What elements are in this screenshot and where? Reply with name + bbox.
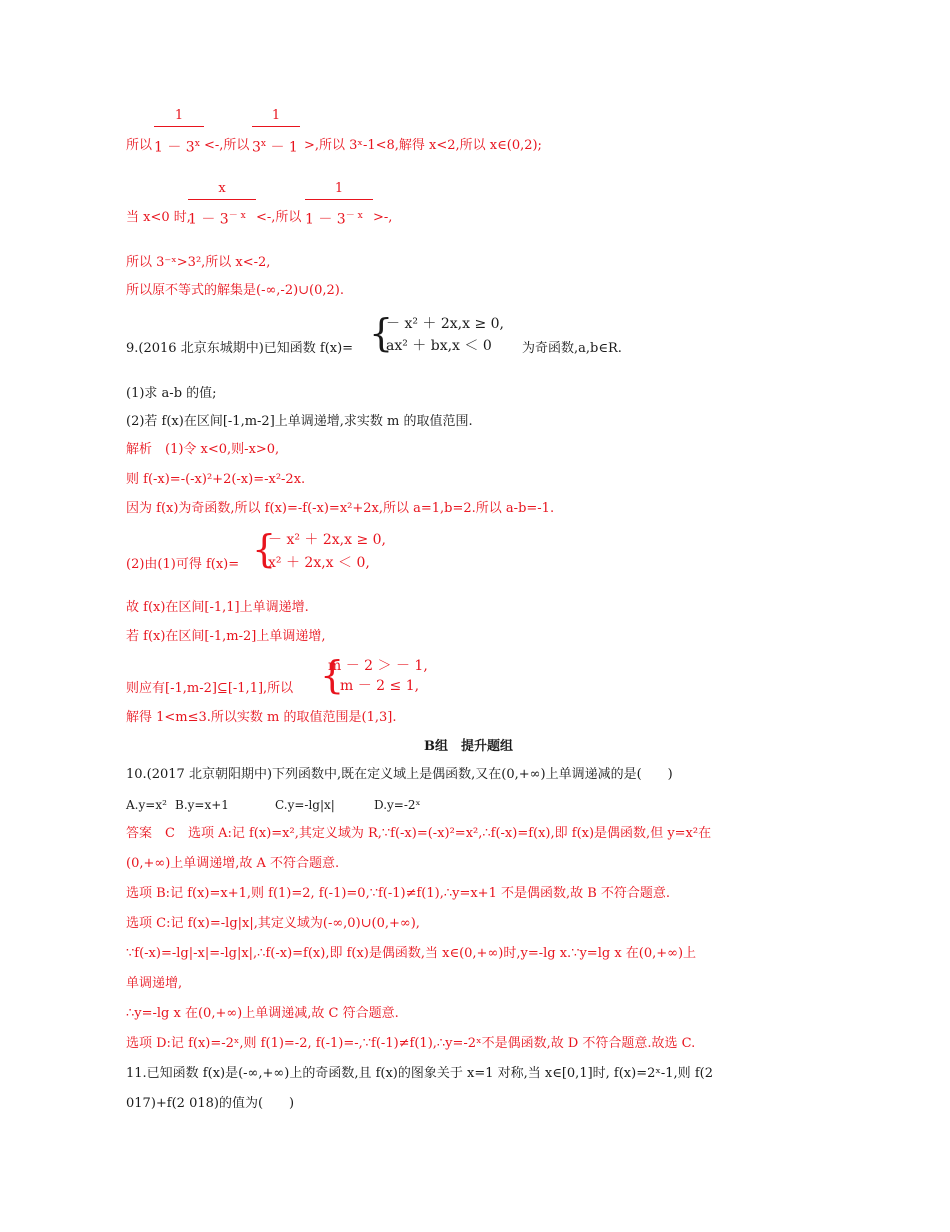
q9-analysis: 则 f(-x)=-(-x)²+2(-x)=-x²-2x. <box>126 472 306 487</box>
q10-answer: 答案 C 选项 A:记 f(x)=x²,其定义域为 R,∵f(-x)=(-x)²=x²,∴f(-x)=f(x),即 f(x)是偶函数,但 y=x²在 <box>126 826 712 841</box>
option-a: A.y=x² <box>126 798 167 812</box>
fraction: 1 <box>154 108 204 127</box>
q9-analysis: 则应有[-1,m-2]⊆[-1,1],所以 <box>126 681 294 696</box>
fraction: x <box>188 181 256 200</box>
fraction: 1 <box>305 181 373 200</box>
piecewise-case: x² ＋ 2x,x ＜ 0, <box>268 555 370 571</box>
left-brace: { <box>252 527 277 571</box>
q9-subquestion: (1)求 a-b 的值; <box>126 386 217 401</box>
q9-analysis: 故 f(x)在区间[-1,1]上单调递增. <box>126 600 309 615</box>
piecewise-case: ax² ＋ bx,x ＜ 0 <box>386 338 492 354</box>
q9-subquestion: (2)若 f(x)在区间[-1,m-2]上单调递增,求实数 m 的取值范围. <box>126 414 473 429</box>
option-d: D.y=-2ˣ <box>374 798 421 812</box>
line-text: <-,所以 <box>256 210 302 225</box>
q10-answer: 单调递增, <box>126 976 183 991</box>
q9-analysis: 解得 1<m≤3.所以实数 m 的取值范围是(1,3]. <box>126 710 397 725</box>
q11-stem: 11.已知函数 f(x)是(-∞,+∞)上的奇函数,且 f(x)的图象关于 x=1 对称,当 x∈[0,1]时, f(x)=2ˣ-1,则 f(2 <box>126 1066 713 1081</box>
q9-analysis: (2)由(1)可得 f(x)= <box>126 557 240 572</box>
left-brace: { <box>369 311 394 355</box>
q10-answer: 选项 C:记 f(x)=-lg|x|,其定义域为(-∞,0)∪(0,+∞), <box>126 916 420 931</box>
line-text: <-,所以 <box>204 138 250 153</box>
fraction-denominator: $1 - 3^{- x}$ <box>305 211 363 228</box>
line-prefix: 所以 <box>126 138 153 153</box>
fraction-denominator: $3^x - 1$ <box>252 139 298 156</box>
left-brace: { <box>320 653 345 697</box>
line-text: 所以 3⁻ˣ>3²,所以 x<-2, <box>126 255 271 270</box>
q11-stem: 017)+f(2 018)的值为( ) <box>126 1096 295 1111</box>
q9-analysis: 解析 (1)令 x<0,则-x>0, <box>126 442 280 457</box>
q9-stem: 9.(2016 北京东城期中)已知函数 f(x)= <box>126 341 354 356</box>
line-text: >,所以 3ˣ-1<8,解得 x<2,所以 x∈(0,2); <box>304 138 542 153</box>
q9-stem-suffix: 为奇函数,a,b∈R. <box>522 341 622 356</box>
piecewise-case: m － 2 ≤ 1, <box>340 678 420 694</box>
piecewise-case: － x² ＋ 2x,x ≥ 0, <box>386 316 504 332</box>
q10-answer: ∴y=-lg x 在(0,+∞)上单调递减,故 C 符合题意. <box>126 1006 399 1021</box>
solution-set-line: 所以原不等式的解集是(-∞,-2)∪(0,2). <box>126 283 345 298</box>
q10-answer: ∵f(-x)=-lg|-x|=-lg|x|,∴f(-x)=f(x),即 f(x)是偶函数,当 x∈(0,+∞)时,y=-lg x.∵y=lg x 在(0,+∞)上 <box>126 946 697 961</box>
q10-answer: (0,+∞)上单调递增,故 A 不符合题意. <box>126 856 340 871</box>
q9-analysis: 若 f(x)在区间[-1,m-2]上单调递增, <box>126 629 326 644</box>
piecewise-case: － x² ＋ 2x,x ≥ 0, <box>268 532 386 548</box>
fraction-denominator: $1 - 3^x$ <box>154 139 200 156</box>
fraction-denominator: $1 - 3^{- x}$ <box>188 211 246 228</box>
fraction: 1 <box>252 108 300 127</box>
option-b: B.y=x+1 <box>175 798 229 812</box>
q9-analysis: 因为 f(x)为奇函数,所以 f(x)=-f(-x)=x²+2x,所以 a=1,b=2.所以 a-b=-1. <box>126 501 555 516</box>
section-heading: B组 提升题组 <box>424 739 513 754</box>
option-c: C.y=-lg|x| <box>275 798 335 812</box>
q10-answer: 选项 D:记 f(x)=-2ˣ,则 f(1)=-2, f(-1)=-,∵f(-1)≠f(1),∴y=-2ˣ不是偶函数,故 D 不符合题意.故选 C. <box>126 1036 696 1051</box>
q10-stem: 10.(2017 北京朝阳期中)下列函数中,既在定义域上是偶函数,又在(0,+∞)上单调递减的是( ) <box>126 767 673 782</box>
line-prefix: 当 x<0 时, <box>126 210 191 225</box>
line-text: >-, <box>373 210 393 225</box>
piecewise-case: m － 2 ＞ － 1, <box>328 658 428 674</box>
q10-answer: 选项 B:记 f(x)=x+1,则 f(1)=2, f(-1)=0,∵f(-1)≠f(1),∴y=x+1 不是偶函数,故 B 不符合题意. <box>126 886 671 901</box>
